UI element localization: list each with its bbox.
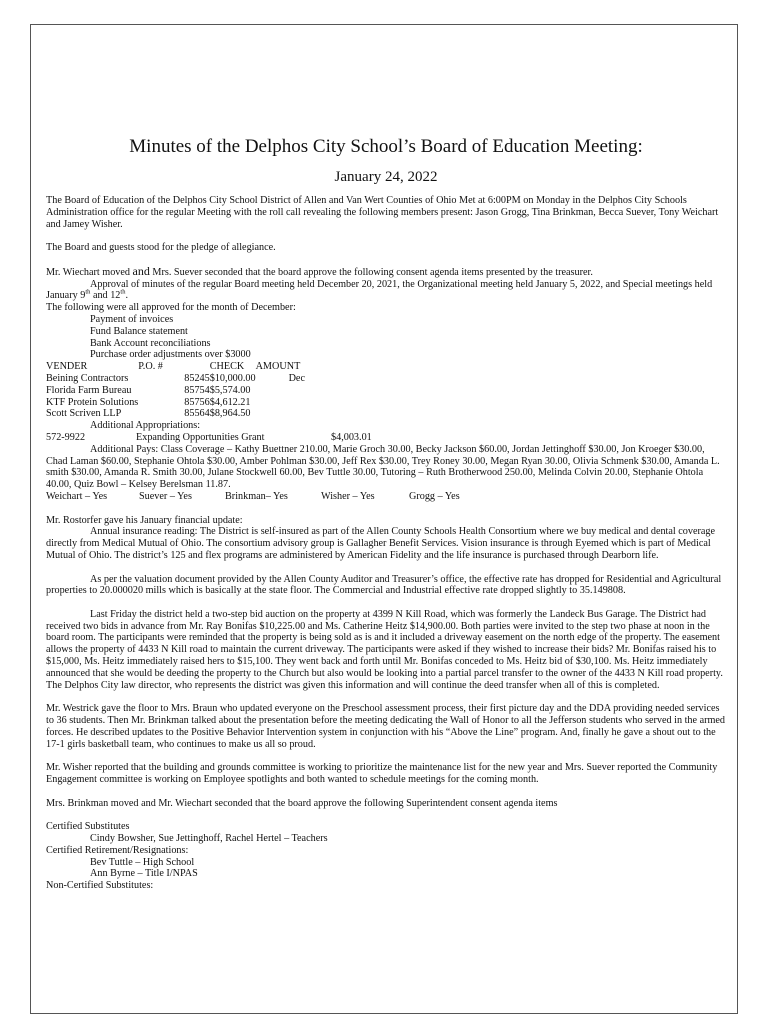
vendor-note: Dec [288,372,305,384]
approval-of-minutes [46,279,726,303]
vendor-name: Beining Contractors [46,372,129,384]
document-page [30,24,738,1014]
vendor-note [256,408,348,420]
vendor-amount: $4,612.21 [209,396,251,408]
approved-items-list [46,314,726,361]
wisher-paragraph: Mr. Wisher reported that the building and grounds committee is working to prioritize the maintenance list for the new year and Mrs. Suever reported the Community Engagement committee is working on Employee spotlights and both wanted to schedule meetings for the coming month. [46,762,718,786]
certified-subs-heading: Certified Substitutes [46,821,130,833]
vote-brinkman: Brinkman– Yes [225,490,288,502]
vendor-table [46,361,348,420]
header-po: P.O. # [138,361,163,373]
vendor-note [256,385,348,397]
intro-paragraph: The Board of Education of the Delphos City School District of Allen and Van Wert Counties of Ohio Met at 6:00PM on Monday in the Delphos City Schools Administration office for the regular Meeting with the roll call revealing the following members present: Jason Grogg, Tina Brinkman, Becca Suever, Tony Weichart and Jamey Wisher. [46,195,719,230]
vendor-amount: $8,964.50 [209,408,251,420]
approval-text-a: Approval of minutes of the regular Board meeting held December 20, 2021, the Organizational meeting held January 5, 2022, and Special meetings held January 9 [46,278,713,302]
appropriation-row [46,432,726,444]
superintendent-motion: Mrs. Brinkman moved and Mr. Wiechart seconded that the board approve the following Superintendent consent agenda items [46,797,558,809]
financial-heading: Mr. Rostorfer gave his January financial update: [46,514,243,526]
vendor-amount: $5,574.00 [209,384,251,396]
additional-appropriations-label: Additional Appropriations: [90,420,201,432]
vendor-po: 85245 [184,372,210,384]
header-check: CHECK [209,361,245,373]
personnel-section [46,821,726,892]
list-item: Payment of invoices [90,313,174,325]
superscript-th: th [120,288,126,296]
vote-row [46,491,726,503]
auction-paragraph: Last Friday the district held a two-step bid auction on the property at 4399 N Kill Road, which was formerly the Landeck Bus Garage. The District had received two bids in advance from Mr. Ray Bonifas $10,225.00 and Ms. Catherine Heitz $14,900.00. Both parties were invited to the step two phase at noon in the board room. The participants were reminded that the property is being sold as is and it included a driveway easement on the north edge of the property. The easement allows the property of 4433 N Kill road to maintain the current driveway. The participants were asked if they wished to increase their bids? Mr. Bonifas raised his to $15,000, Ms. Heitz immediately raised hers to $15,100. They went back and forth until Mr. Bonifas conceded to Ms. Heitz bid of $30,100. Ms. Heitz immediately announced that she would be deeding the property to the Church but also would be looking into a partial parcel transfer to the owner of the 4433 N Kill road property. The Delphos City law director, who represents the district was given this information and will continue the deed transfer when all of this is completed. [46,608,723,691]
table-row [46,397,348,409]
vendor-po: 85564 [184,408,210,420]
vendor-name: Florida Farm Bureau [46,384,132,396]
table-row [46,373,348,385]
header-vender: VENDER [46,361,88,373]
insurance-paragraph: Annual insurance reading: The District is self-insured as part of the Allen County Schools Health Consortium where we buy medical and dental coverage directly from Medical Mutual of Ohio. The consortium advisory group is Gallagher Benefit Services. Vision insurance is through Eyemed which is part of Medical Mutual of Ohio. The district’s 125 and flex programs are administered by American Fidelity and the life insurance is purchased through Dearborn life. [46,526,716,561]
list-item: Purchase order adjustments over $3000 [90,349,251,361]
financial-update-section [46,515,726,692]
vendor-amount: $10,000.00 [209,372,256,384]
header-amount: AMOUNT [255,361,301,373]
retirements-heading: Certified Retirement/Resignations: [46,844,189,856]
approval-text-c: . [125,290,128,302]
vendor-po: 85754 [184,384,210,396]
vote-weichart: Weichart – Yes [46,490,108,502]
appropriation-code: 572-9922 [46,431,86,443]
approved-line: The following were all approved for the month of December: [46,302,296,314]
appropriation-amount: $4,003.01 [331,431,372,443]
additional-pays: Additional Pays: Class Coverage – Kathy Buettner 210.00, Marie Groch 30.00, Becky Jackson $60.00, Jordan Jettinghoff $30.00, Jon Kroeger $30.00, Chad Laman $60.00, Stephanie Ohtola $30.00, Amber Pohlman $30.00, Jeff Rex $30.00, Trey Roney 30.00, Megan Ryan 30.00, Olivia Schmenk $30.00, Amanda L. smith $30.00, Amanda R. Smith 30.00, Julane Stockwell 60.00, Bev Tuttle 30.00, Tutoring – Ruth Brotherwood 250.00, Melinda Colvin 20.00, Stephanie Ohtola 40.00, Quiz Bowl – Kelsey Berelsman 11.87. [46,443,720,491]
document-body [46,135,726,892]
vote-suever: Suever – Yes [139,490,192,502]
certified-subs-list: Cindy Bowsher, Sue Jettinghoff, Rachel Hertel – Teachers [90,833,328,845]
motion-and: and [132,263,150,278]
motion-text: Mrs. Suever seconded that the board approve the following consent agenda items presented by the treasurer. [152,266,593,278]
list-item: Bank Account reconciliations [90,337,211,349]
vendor-name: KTF Protein Solutions [46,396,139,408]
list-item: Ann Byrne – Title I/NPAS [90,868,198,880]
list-item: Bev Tuttle – High School [90,856,195,868]
vote-grogg: Grogg – Yes [409,490,460,502]
noncert-subs-heading: Non-Certified Substitutes: [46,880,154,892]
list-item: Fund Balance statement [90,325,188,337]
motion-mover: Mr. Wiechart moved [46,266,130,278]
table-header-row [46,361,348,373]
consent-agenda-section [46,263,726,503]
superscript-th: th [85,288,91,296]
vendor-name: Scott Scriven LLP [46,408,122,420]
pledge-paragraph: The Board and guests stood for the pledge of allegiance. [46,242,276,254]
appropriation-name: Expanding Opportunities Grant [136,431,265,443]
westrick-paragraph: Mr. Westrick gave the floor to Mrs. Braun who updated everyone on the Preschool assessment process, their first picture day and the DDA providing needed services to 36 students. Then Mr. Brinkman talked about the presentation before the meeting dedicating the Wall of Honor to all the Jefferson students who served in the armed forces. He described updates to the Positive Behavior Intervention system in conjunction with his “Above the Line” program. And, finally he gave a shout out to the 17-1 girls basketball team, who continues to make us all so proud. [46,703,726,750]
table-row [46,408,348,420]
valuation-paragraph: As per the valuation document provided by the Allen County Auditor and Treasurer’s office, the effective rate has dropped for Residential and Agricultural properties to 20.000020 mills which is basically at the state floor. The Commercial and Industrial effective rate dropped slightly to 35.149808. [46,573,722,597]
vendor-note [256,397,348,409]
consent-motion [46,263,726,279]
table-row [46,385,348,397]
document-title: Minutes of the Delphos City School’s Board of Education Meeting: [129,136,643,157]
approval-text-b: and 12 [90,290,121,302]
meeting-date: January 24, 2022 [334,169,438,185]
vendor-po: 85756 [184,396,210,408]
vote-wisher: Wisher – Yes [321,490,375,502]
